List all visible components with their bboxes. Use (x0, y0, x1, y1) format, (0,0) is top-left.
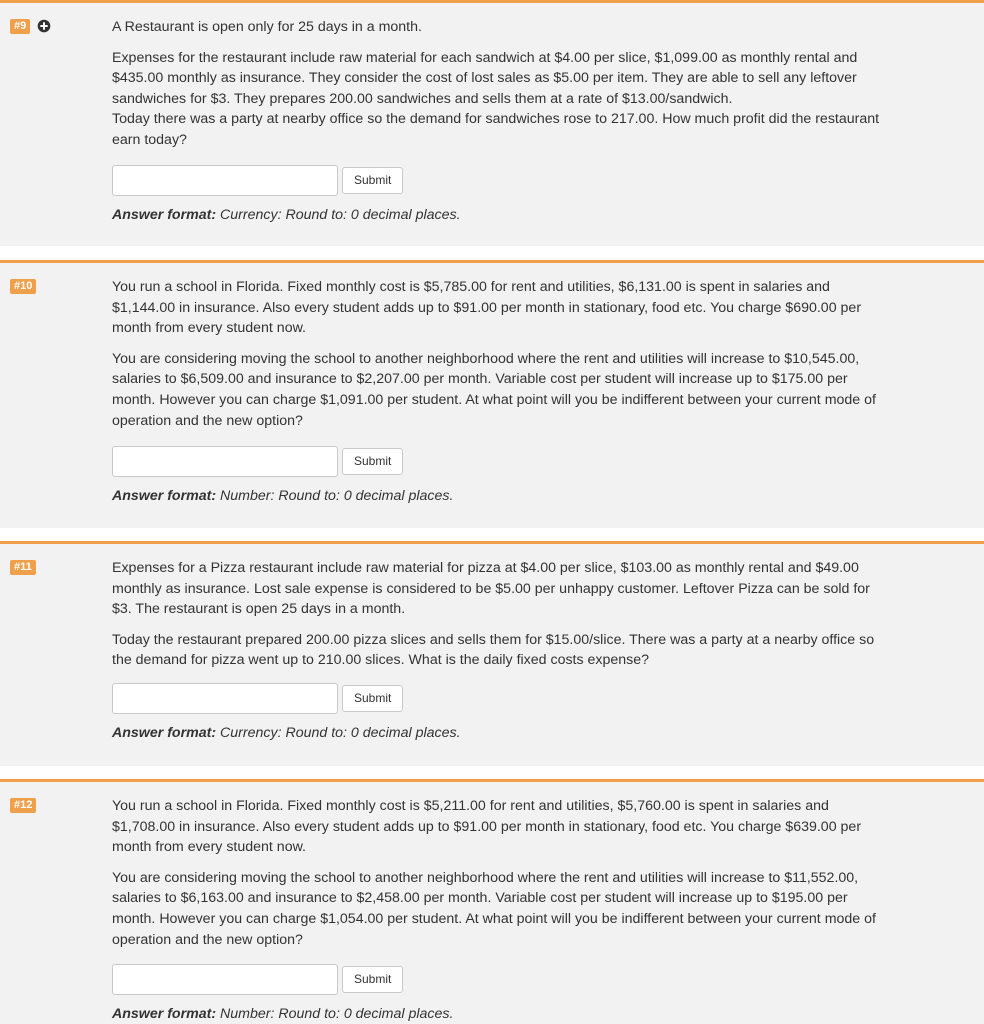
answer-input[interactable] (112, 964, 338, 995)
question-number-badge: #9 (10, 19, 30, 34)
answer-format-value: Number: Round to: 0 decimal places. (220, 488, 454, 504)
question-paragraph: You run a school in Florida. Fixed monthly cost is $5,211.00 for rent and utilities, $5,760.00 is spent in salaries and $1,708.00 in insurance. Also every student adds up to $91.00 per month in stationary, food etc. You charge $639.00 per month from every student now. (112, 798, 862, 856)
submit-button[interactable]: Submit (342, 448, 403, 475)
question-text (112, 277, 892, 431)
plus-circle-icon[interactable] (37, 19, 51, 33)
question-number-badge: #12 (10, 798, 36, 813)
answer-format-label: Answer format: (112, 207, 217, 223)
question-text (112, 558, 892, 671)
answer-row (112, 446, 403, 477)
answer-format (112, 488, 453, 504)
question-paragraph: A Restaurant is open only for 25 days in a month. (112, 19, 422, 35)
answer-row (112, 964, 403, 995)
answer-format-value: Currency: Round to: 0 decimal places. (220, 725, 461, 741)
question-paragraph: Expenses for the restaurant include raw material for each sandwich at $4.00 per slice, $1,099.00 as monthly rental and $435.00 monthly as insurance. They consider the cost of lost sales as $5.00 per item. They are able to sell any leftover sandwiches for $3. They prepares 200.00 sandwiches and sells them at a rate of $13.00/sandwich. (112, 49, 858, 107)
answer-format-label: Answer format: (112, 1006, 217, 1022)
question-paragraph: Today the restaurant prepared 200.00 pizza slices and sells them for $15.00/slice. There was a party at a nearby office so the demand for pizza went up to 210.00 slices. What is the daily fixed costs expense? (112, 631, 875, 669)
question-paragraph: You are considering moving the school to another neighborhood where the rent and utilities will increase to $10,545.00, salaries to $6,509.00 and insurance to $2,207.00 per month. Variable cost per student will increase up to $175.00 per month. However you can charge $1,091.00 per student. At what point will you be indifferent between your current mode of operation and the new option? (112, 350, 876, 429)
answer-format (112, 1006, 453, 1022)
answer-input[interactable] (112, 446, 338, 477)
answer-format-value: Number: Round to: 0 decimal places. (220, 1006, 454, 1022)
question-12 (0, 779, 984, 1024)
answer-format (112, 207, 461, 223)
question-paragraph: You run a school in Florida. Fixed monthly cost is $5,785.00 for rent and utilities, $6,131.00 is spent in salaries and $1,144.00 in insurance. Also every student adds up to $91.00 per month in stationary, food etc. You charge $690.00 per month from every student now. (112, 279, 862, 337)
answer-format-label: Answer format: (112, 488, 217, 504)
question-number-badge: #11 (10, 560, 36, 575)
question-text (112, 796, 892, 950)
answer-input[interactable] (112, 683, 338, 714)
answer-row (112, 683, 403, 714)
answer-input[interactable] (112, 165, 338, 196)
question-paragraph: Today there was a party at nearby office so the demand for sandwiches rose to 217.00. How much profit did the restaurant earn today? (112, 111, 880, 148)
question-text (112, 17, 892, 151)
question-paragraph: You are considering moving the school to another neighborhood where the rent and utilities will increase to $11,552.00, salaries to $6,163.00 and insurance to $2,458.00 per month. Variable cost per student will increase up to $195.00 per month. However you can charge $1,054.00 per student. At what point will you be indifferent between your current mode of operation and the new option? (112, 869, 876, 948)
question-paragraph: Expenses for a Pizza restaurant include raw material for pizza at $4.00 per slice, $103.00 as monthly rental and $49.00 monthly as insurance. Lost sale expense is considered to be $5.00 per unhappy customer. Leftover Pizza can be sold for $3. The restaurant is open 25 days in a month. (112, 560, 870, 618)
question-11 (0, 541, 984, 766)
question-number-badge: #10 (10, 279, 36, 294)
answer-format-label: Answer format: (112, 725, 217, 741)
question-9 (0, 0, 984, 246)
answer-format (112, 725, 461, 741)
submit-button[interactable]: Submit (342, 685, 403, 712)
answer-format-value: Currency: Round to: 0 decimal places. (220, 207, 461, 223)
submit-button[interactable]: Submit (342, 966, 403, 993)
question-10 (0, 260, 984, 528)
submit-button[interactable]: Submit (342, 167, 403, 194)
answer-row (112, 165, 403, 196)
